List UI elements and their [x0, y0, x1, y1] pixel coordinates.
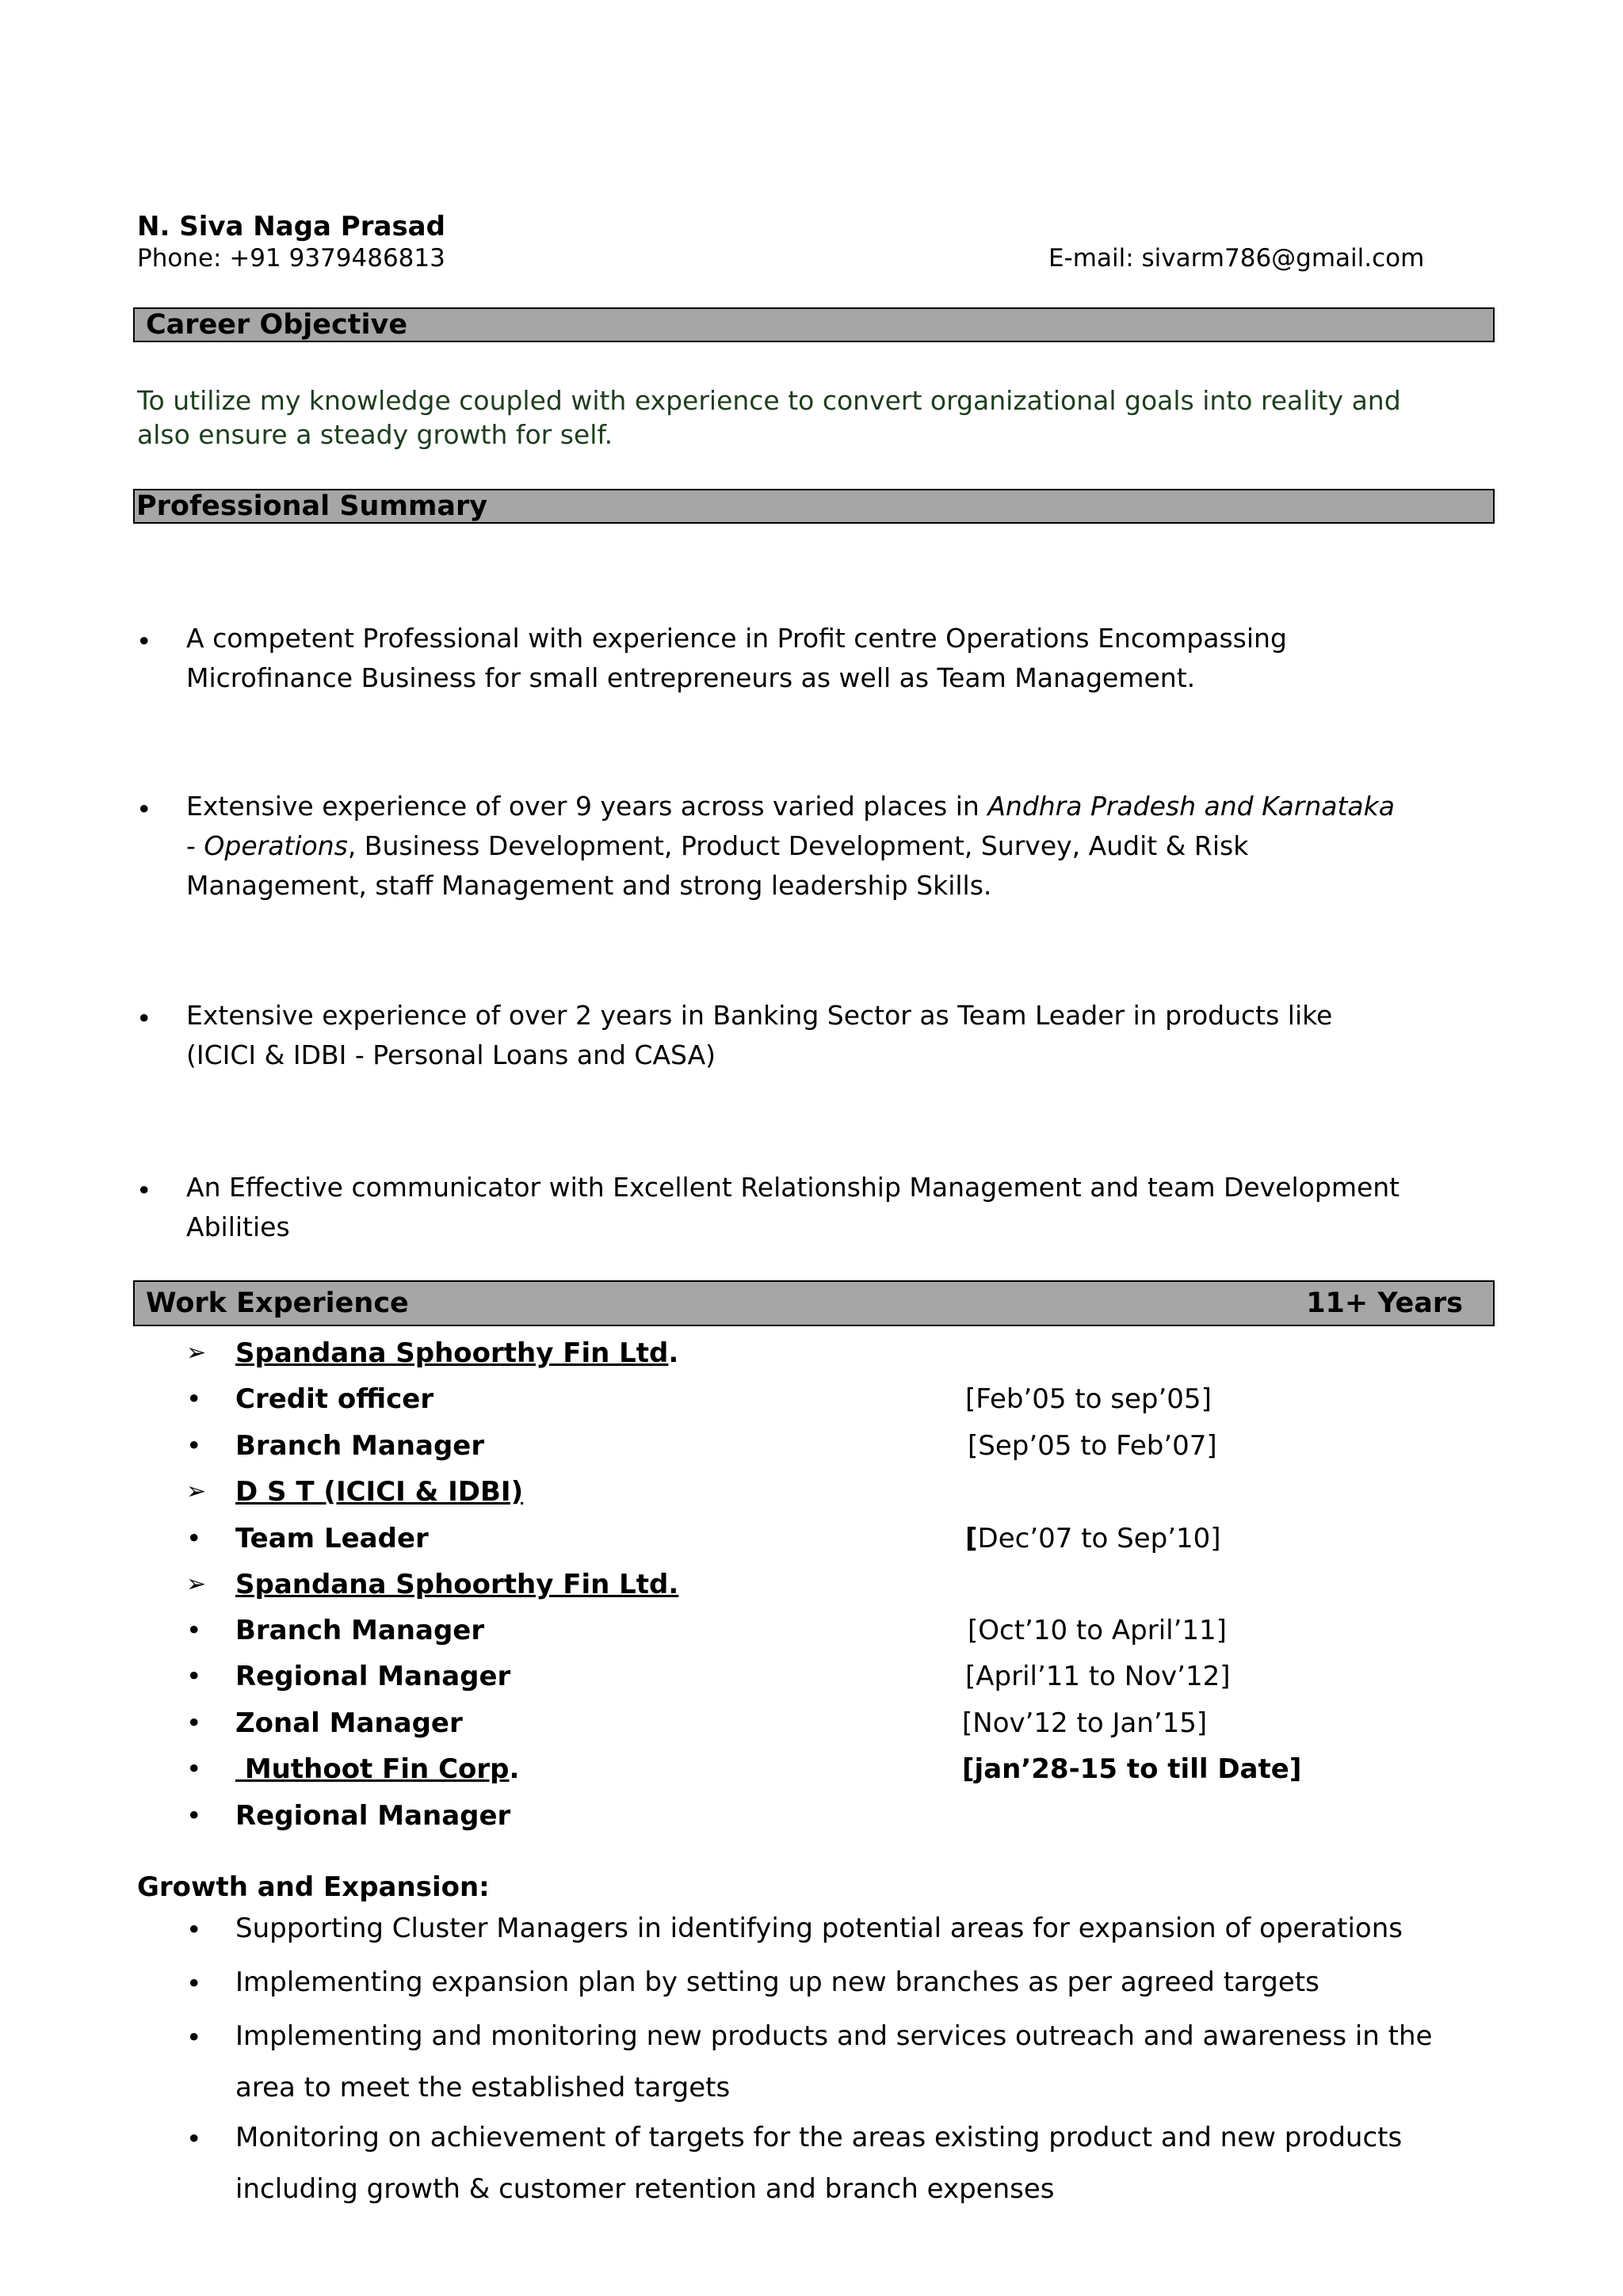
- company-name: D S T (ICICI & IDBI): [235, 1476, 524, 1508]
- summary-line: Extensive experience of over 2 years in Banking Sector as Team Leader in products like: [186, 1000, 1333, 1031]
- summary-line: A competent Professional with experience in Profit centre Operations Encompassing: [186, 623, 1287, 654]
- role-title: Regional Manager: [235, 1661, 511, 1692]
- bullet-icon: •: [136, 794, 152, 825]
- role-dates: [Nov’12 to Jan’15]: [962, 1707, 1208, 1739]
- career-objective-text: [137, 383, 1500, 452]
- role-title: Credit officer: [235, 1383, 434, 1415]
- objective-line: To utilize my knowledge coupled with experience to convert organizational goals into reality and: [137, 385, 1401, 416]
- summary-item: [186, 1168, 1400, 1247]
- bullet-icon: •: [186, 1707, 202, 1738]
- summary-line: [186, 826, 1395, 866]
- bullet-icon: •: [186, 1383, 202, 1414]
- summary-text: Extensive experience of over 9 years across varied places in: [186, 791, 988, 822]
- summary-line: Management, staff Management and strong leadership Skills.: [186, 870, 992, 901]
- professional-summary-heading: [133, 489, 1495, 524]
- objective-line: also ensure a steady growth for self.: [137, 419, 613, 450]
- bullet-icon: •: [186, 2123, 202, 2154]
- summary-line: Microfinance Business for small entrepreneurs as well as Team Management.: [186, 662, 1196, 693]
- company-name: [235, 1337, 678, 1369]
- company-name-dot: .: [509, 1753, 520, 1785]
- growth-item: Implementing and monitoring new products and services outreach and awareness in the: [235, 2020, 1433, 2052]
- experience-total: 11+ Years: [1306, 1287, 1463, 1319]
- bullet-icon: •: [186, 1615, 202, 1646]
- arrow-bullet-icon: ➢: [186, 1339, 207, 1367]
- email-text: E-mail: sivarm786@gmail.com: [1048, 244, 1425, 273]
- bullet-icon: •: [186, 1753, 202, 1784]
- bullet-icon: •: [136, 626, 152, 657]
- role-title: Team Leader: [235, 1523, 429, 1554]
- role-title: Zonal Manager: [235, 1707, 463, 1739]
- role-dates: [Sep’05 to Feb’07]: [968, 1430, 1217, 1462]
- bullet-icon: •: [186, 1914, 202, 1945]
- arrow-bullet-icon: ➢: [186, 1570, 207, 1598]
- career-objective-heading: [133, 307, 1495, 342]
- summary-text: , Business Development, Product Development, Survey, Audit & Risk: [347, 830, 1249, 861]
- role-dates: [Oct’10 to April’11]: [968, 1615, 1227, 1646]
- work-experience-heading: [133, 1280, 1495, 1326]
- bullet-icon: •: [186, 1430, 202, 1461]
- summary-text: -: [186, 830, 204, 861]
- candidate-name: N. Siva Naga Prasad: [137, 211, 445, 242]
- summary-text-italic: Andhra Pradesh and Karnataka: [987, 791, 1395, 822]
- date-text: Dec’07 to Sep’10]: [977, 1523, 1221, 1554]
- summary-line: (ICICI & IDBI - Personal Loans and CASA): [186, 1039, 716, 1070]
- company-name: [235, 1753, 519, 1785]
- bullet-icon: •: [186, 1523, 202, 1554]
- growth-item: Supporting Cluster Managers in identifying potential areas for expansion of operations: [235, 1913, 1403, 1944]
- company-name-text: Spandana Sphoorthy Fin Ltd: [235, 1337, 669, 1369]
- arrow-bullet-icon: ➢: [186, 1478, 207, 1505]
- bullet-icon: •: [136, 1175, 152, 1206]
- growth-item: Monitoring on achievement of targets for the areas existing product and new products: [235, 2122, 1403, 2153]
- bullet-icon: •: [186, 1968, 202, 1999]
- company-name: Spandana Sphoorthy Fin Ltd.: [235, 1569, 679, 1600]
- section-title: Professional Summary: [136, 490, 488, 522]
- growth-item-continued: including growth & customer retention and branch expenses: [235, 2173, 1055, 2205]
- growth-item-continued: area to meet the established targets: [235, 2072, 731, 2103]
- section-title: Career Objective: [146, 309, 408, 341]
- bullet-icon: •: [186, 1661, 202, 1691]
- bullet-icon: •: [186, 1800, 202, 1831]
- bullet-icon: •: [186, 2022, 202, 2053]
- summary-line: Abilities: [186, 1211, 290, 1242]
- growth-item: Implementing expansion plan by setting up new branches as per agreed targets: [235, 1966, 1319, 1998]
- summary-text-italic: Operations: [204, 830, 348, 861]
- company-name-dot: .: [668, 1337, 679, 1369]
- section-title: Work Experience: [146, 1287, 409, 1319]
- growth-heading: Growth and Expansion:: [137, 1871, 490, 1903]
- role-title: Branch Manager: [235, 1615, 485, 1646]
- role-title: Branch Manager: [235, 1430, 485, 1462]
- summary-line: An Effective communicator with Excellent Relationship Management and team Development: [186, 1172, 1400, 1203]
- phone-text: Phone: +91 9379486813: [137, 244, 445, 273]
- contact-row: [137, 244, 1500, 273]
- company-name-text: Muthoot Fin Corp: [235, 1753, 510, 1785]
- summary-item: [186, 996, 1332, 1075]
- summary-line: [186, 787, 1395, 826]
- summary-item: [186, 619, 1287, 698]
- role-title: Regional Manager: [235, 1800, 511, 1832]
- summary-item: [186, 787, 1395, 906]
- date-bracket: [: [965, 1523, 978, 1554]
- role-dates: [April’11 to Nov’12]: [965, 1661, 1231, 1692]
- role-dates: [Feb’05 to sep’05]: [965, 1383, 1212, 1415]
- bullet-icon: •: [136, 1003, 152, 1034]
- role-dates: [965, 1523, 1221, 1554]
- role-dates: [jan’28-15 to till Date]: [962, 1753, 1302, 1785]
